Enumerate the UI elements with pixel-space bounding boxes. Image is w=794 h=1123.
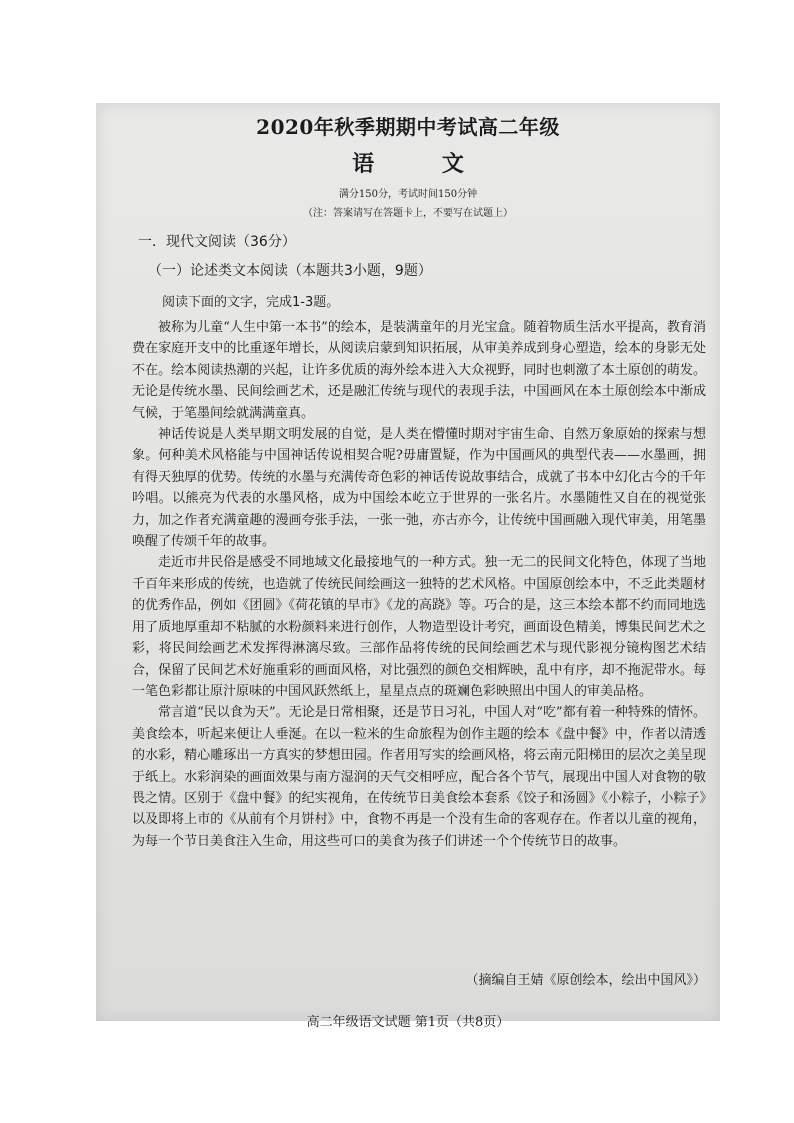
passage-paragraph-1: 被称为儿童“人生中第一本书”的绘本，是装满童年的月光宝盒。随着物质生活水平提高，教育消费在家庭开支中的比重逐年增长，从阅读启蒙到知识拓展，从审美养成到身心塑造，绘本的身影无处不在。绘本阅读热潮的兴起，让许多优质的海外绘本进入大众视野，同时也刺激了本土原创的萌发。无论是传统水墨、民间绘画艺术，还是融汇传统与现代的表现手法，中国画风在本土原创绘本中渐成气候，于笔墨间绘就满满童真。	[132, 320, 706, 421]
exam-title: 2020年秋季期期中考试高二年级	[256, 115, 560, 139]
reading-instruction: 阅读下面的文字，完成1-3题。	[162, 295, 340, 310]
page-footer: 高二年级语文试题 第1页（共8页）	[306, 1015, 510, 1030]
subject-title: 语 文	[352, 151, 494, 177]
section-subheading: （一）论述类文本阅读（本题共3小题，9题）	[148, 263, 432, 279]
section-heading: 一．现代文阅读（36分）	[138, 234, 296, 250]
passage-paragraph-3: 走近市井民俗是感受不同地域文化最接地气的一种方式。独一无二的民间文化特色，体现了当地千百年来形成的传统，也造就了传统民间绘画这一独特的艺术风格。中国原创绘本中，不乏此类题材的优秀作品，例如《团圆》《荷花镇的早市》《龙的高跷》等。巧合的是，这三本绘本都不约而同地选用了质地厚重却不粘腻的水粉颜料来进行创作，人物造型设计考究，画面设色精美，博集民间艺术之彩，将民间绘画艺术发挥得淋漓尽致。三部作品将传统的民间绘画艺术与现代影视分镜构图艺术结合，保留了民间艺术好施重彩的画面风格，对比强烈的颜色交相辉映，乱中有序，却不拖泥带水。每一笔色彩都让原汁原味的中国风跃然纸上，星星点点的斑斓色彩映照出中国人的审美品格。	[132, 555, 706, 699]
exam-note: （注：答案请写在答题卡上，不要写在试题上）	[303, 208, 513, 219]
reading-passage	[132, 317, 706, 852]
passage-paragraph-2: 神话传说是人类早期文明发展的自觉，是人类在懵懂时期对宇宙生命、自然万象原始的探索与想象。何种美术风格能与中国神话传说相契合呢?毋庸置疑，作为中国画风的典型代表——水墨画，拥有得天独厚的优势。传统的水墨与充满传奇色彩的神话传说故事结合，成就了书本中幻化古今的千年吟唱。以熊亮为代表的水墨风格，成为中国绘本屹立于世界的一张名片。水墨随性又自在的视觉张力，加之作者充满童趣的漫画夸张手法，一张一弛，亦古亦今，让传统中国画融入现代审美，用笔墨唤醒了传颂千年的故事。	[132, 427, 706, 550]
passage-paragraph-4: 常言道“民以食为天”。无论是日常相聚，还是节日习礼，中国人对“吃”都有着一种特殊的情怀。美食绘本，听起来便让人垂涎。在以一粒米的生命旅程为创作主题的绘本《盘中餐》中，作者以清透的水彩，精心雕琢出一方真实的梦想田园。作者用写实的绘画风格，将云南元阳梯田的层次之美呈现于纸上。水彩润染的画面效果与南方湿润的天气交相呼应，配合各个节气，展现出中国人对食物的敬畏之情。区别于《盘中餐》的纪实视角，在传统节日美食绘本套系《饺子和汤圆》《小粽子，小粽子》以及即将上市的《从前有个月饼村》中，食物不再是一个没有生命的客观存在。作者以儿童的视角，为每一个节日美食注入生命，用这些可口的美食为孩子们讲述一个个传统节日的故事。	[132, 705, 706, 849]
exam-page	[96, 103, 720, 1030]
exam-score-time: 满分150分，考试时间150分钟	[338, 189, 478, 200]
passage-source: （摘编自王婧《原创绘本，绘出中国风》）	[465, 973, 706, 988]
